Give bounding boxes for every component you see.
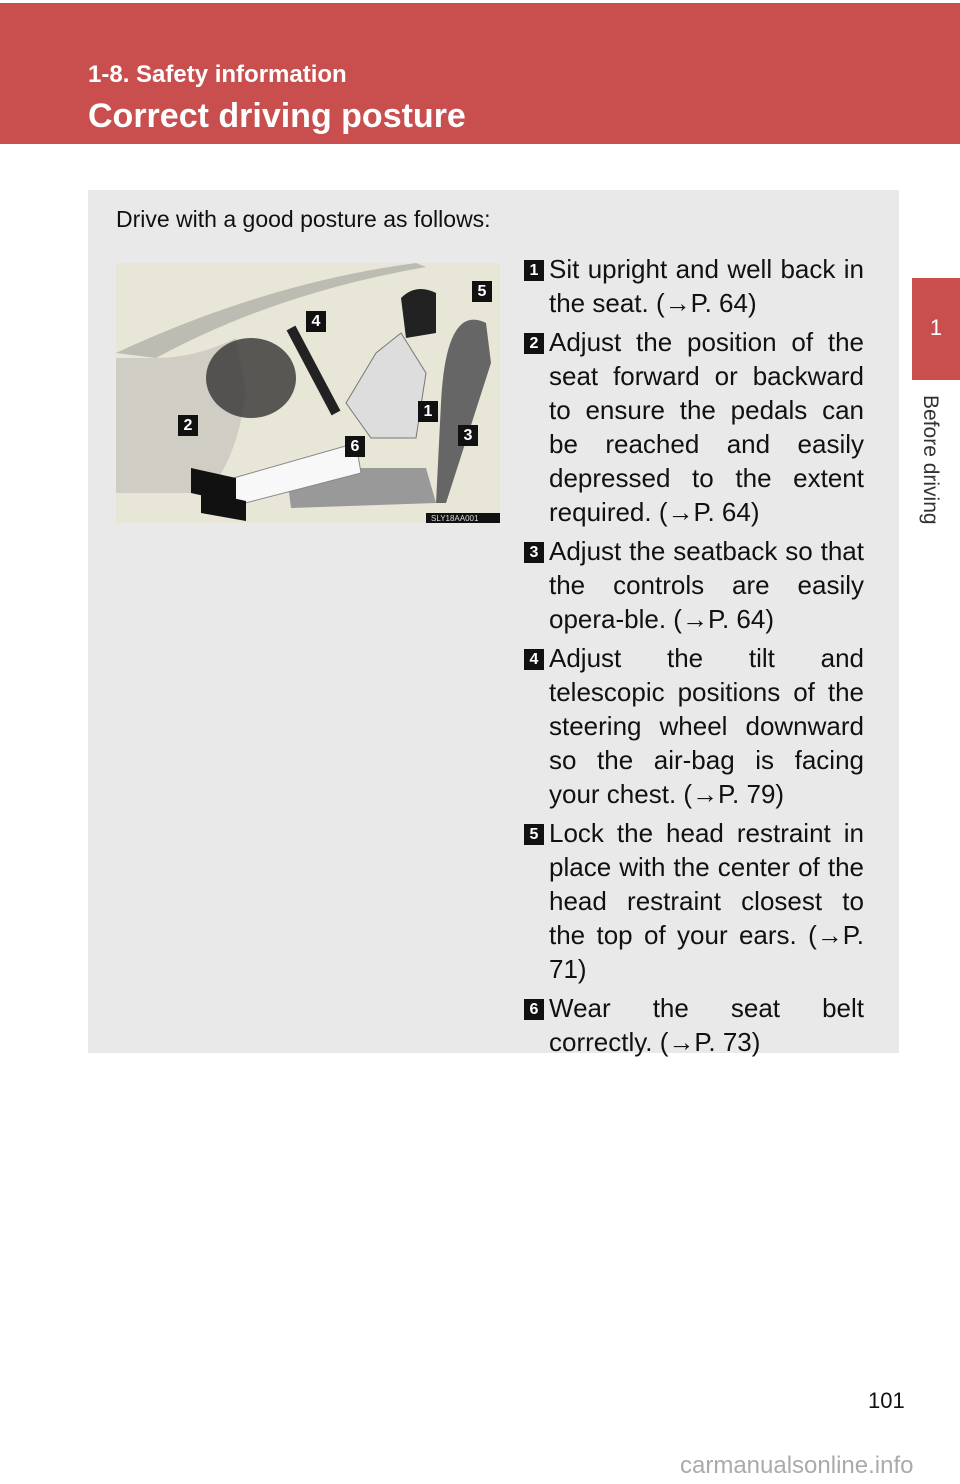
page-number: 101 (868, 1388, 905, 1413)
content-box (88, 190, 899, 1057)
callout-2: 2 (178, 415, 198, 436)
page-title: Correct driving posture (88, 97, 466, 135)
posture-list (524, 252, 864, 1064)
list-item: 5 Lock the head restraint in place with the center of the head restraint closest to the top of your ears. (→P. 71) (524, 816, 864, 986)
callout-6: 6 (345, 436, 365, 457)
list-item: 6 Wear the seat belt correctly. (→P. 73) (524, 991, 864, 1059)
list-item: 3 Adjust the seatback so that the controls are easily opera-ble. (→P. 64) (524, 534, 864, 636)
section-label: 1-8. Safety information (88, 61, 347, 88)
callout-5: 5 (472, 281, 492, 302)
callout-1: 1 (418, 401, 438, 422)
list-item: 2 Adjust the position of the seat forward or backward to ensure the pedals can be reached and easily depressed to the extent required. (→P. 64) (524, 325, 864, 529)
callout-3: 3 (458, 425, 478, 446)
intro-text: Drive with a good posture as follows: (116, 206, 491, 232)
callout-4: 4 (306, 311, 326, 332)
illustration-code: SLY18AA001 (431, 514, 479, 523)
chapter-header (0, 3, 960, 144)
watermark: carmanualsonline.info (680, 1452, 914, 1479)
posture-illustration (116, 263, 500, 523)
list-item: 4 Adjust the tilt and telescopic positions of the steering wheel downward so the air-bag is facing your chest. (→P. 79) (524, 641, 864, 811)
list-item: 1 Sit upright and well back in the seat. (→P. 64) (524, 252, 864, 320)
chapter-tab-label: Before driving (919, 395, 942, 525)
chapter-tab[interactable]: 1 (912, 278, 960, 380)
